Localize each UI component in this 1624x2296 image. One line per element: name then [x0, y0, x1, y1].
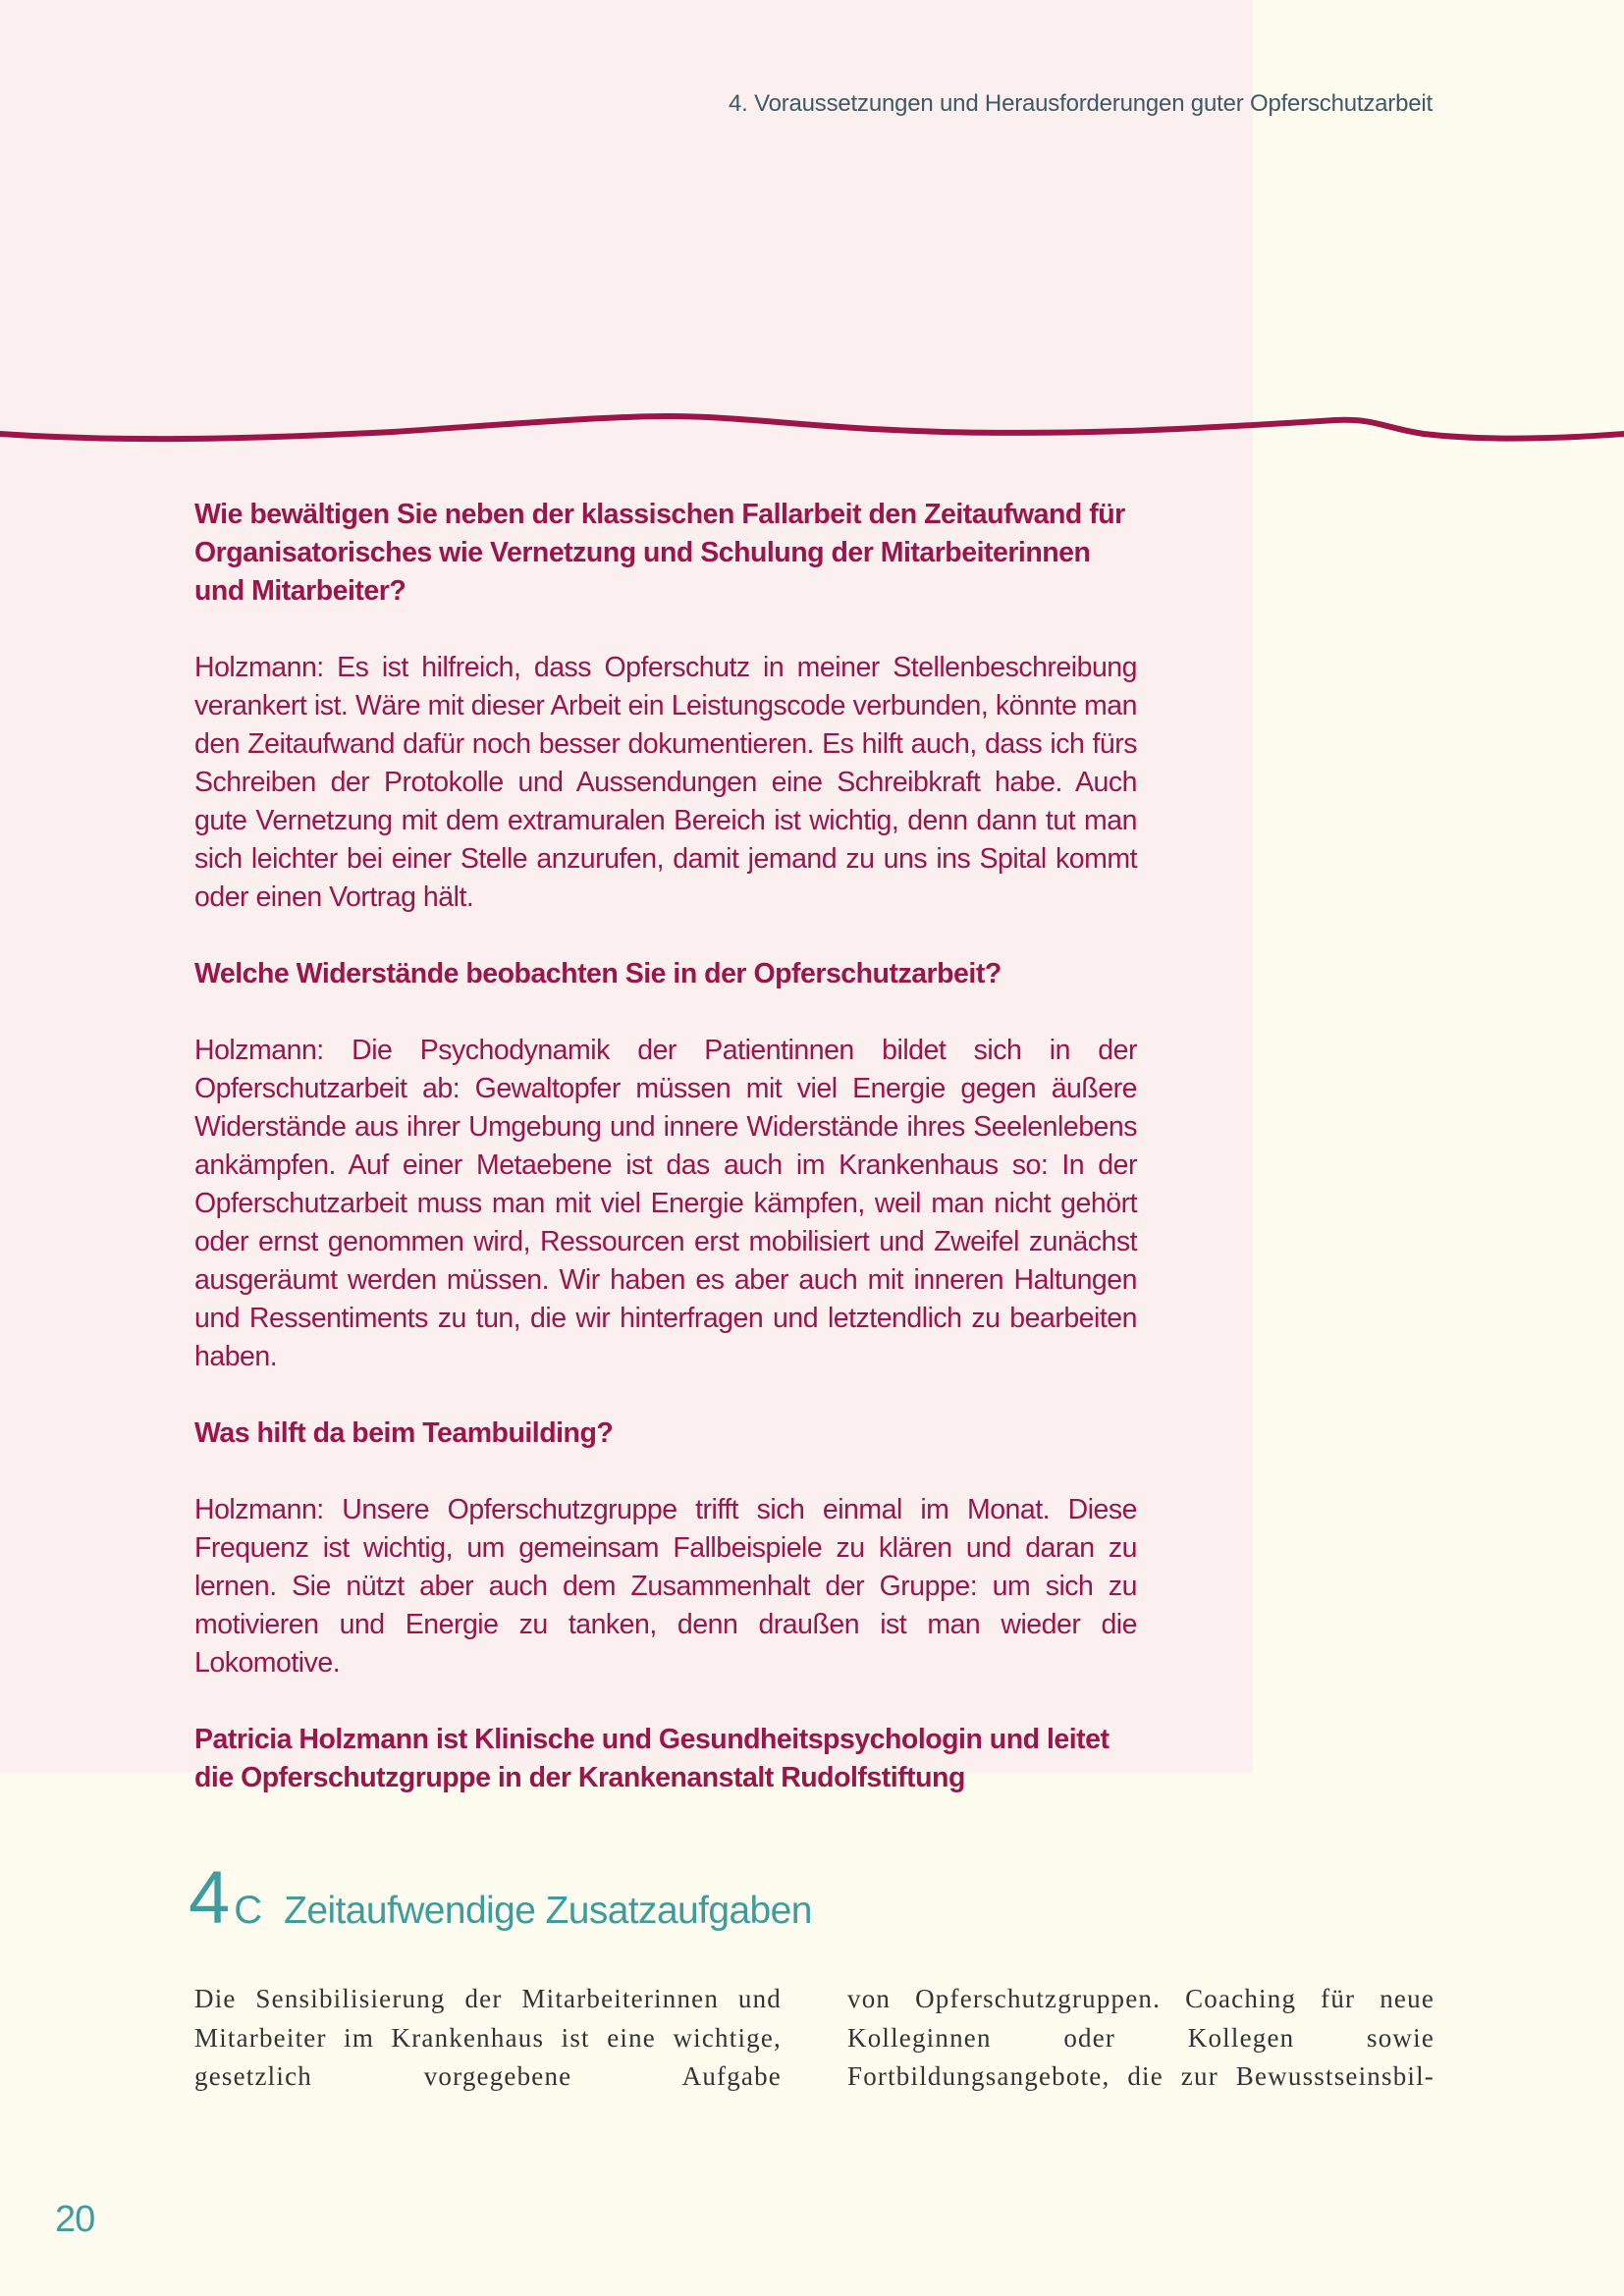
decorative-wave-line [0, 402, 1624, 461]
author-bio: Patricia Holzmann ist Klinische und Gesundheitspsychologin und leitet die Opferschutzgruppe in der Krankenanstalt Rudolfstiftung [194, 1724, 1110, 1793]
section-number: 4 [189, 1856, 227, 1940]
page-number: 20 [55, 2199, 95, 2240]
body-column-left: Die Sensibilisierung der Mitarbeiterinnen und Mitarbeiter im Krankenhaus ist eine wichtige, gesetzlich vorgegebene Aufgabe [194, 1984, 782, 2091]
section-heading [189, 1856, 812, 1940]
running-header: 4. Voraussetzungen und Herausforderungen guter Opferschutzarbeit [729, 90, 1433, 117]
question-1: Wie bewältigen Sie neben der klassischen Fallarbeit den Zeitaufwand für Organisatorisches wie Vernetzung und Schulung der Mitarbeiterinnen und Mitarbeiter? [194, 499, 1125, 607]
section-letter: C [234, 1889, 263, 1932]
answer-1: Holzmann: Es ist hilfreich, dass Opferschutz in meiner Stellenbeschreibung verankert ist. Wäre mit dieser Arbeit ein Leistungscode verbunden, könnte man den Zeitaufwand dafür noch besser dokumentieren. Es hilft auch, dass ich fürs Schreiben der Protokolle und Aussendungen eine Schreibkraft habe. Auch gute Vernetzung mit dem extramuralen Bereich ist wichtig, denn dann tut man sich leichter bei einer Stelle anzurufen, damit jemand zu uns ins Spital kommt oder einen Vortrag hält. [194, 652, 1137, 913]
answer-2: Holzmann: Die Psychodynamik der Patientinnen bildet sich in der Opferschutzarbeit ab: Gewaltopfer müssen mit viel Energie gegen äußere Widerstände aus ihrer Umgebung und innere Widerstände ihres Seelenlebens ankämpfen. Auf einer Metaebene ist das auch im Krankenhaus so: In der Opferschutzarbeit muss man mit viel Energie kämpfen, weil man nicht gehört oder ernst genommen wird, Ressourcen erst mobilisiert und Zweifel zunächst ausgeräumt werden müssen. Wir haben es aber auch mit inneren Haltungen und Ressentiments zu tun, die wir hinterfragen und letztendlich zu bearbeiten haben. [194, 1035, 1137, 1372]
interview-text [194, 496, 1137, 1836]
answer-3: Holzmann: Unsere Opferschutzgruppe trifft sich einmal im Monat. Diese Frequenz ist wichtig, um gemeinsam Fallbeispiele zu klären und daran zu lernen. Sie nützt aber auch dem Zusammenhalt der Gruppe: um sich zu motivieren und Energie zu tanken, denn draußen ist man wieder die Lokomotive. [194, 1494, 1137, 1679]
body-column-right: von Opferschutzgruppen. Coaching für neue Kolleginnen oder Kollegen sowie Fortbildungsangebote, die zur Bewusstseinsbil- [847, 1984, 1435, 2091]
section-title: Zeitaufwendige Zusatzaufgaben [284, 1890, 812, 1932]
question-3: Was hilft da beim Teambuilding? [194, 1417, 614, 1449]
question-2: Welche Widerstände beobachten Sie in der Opferschutzarbeit? [194, 958, 1001, 989]
